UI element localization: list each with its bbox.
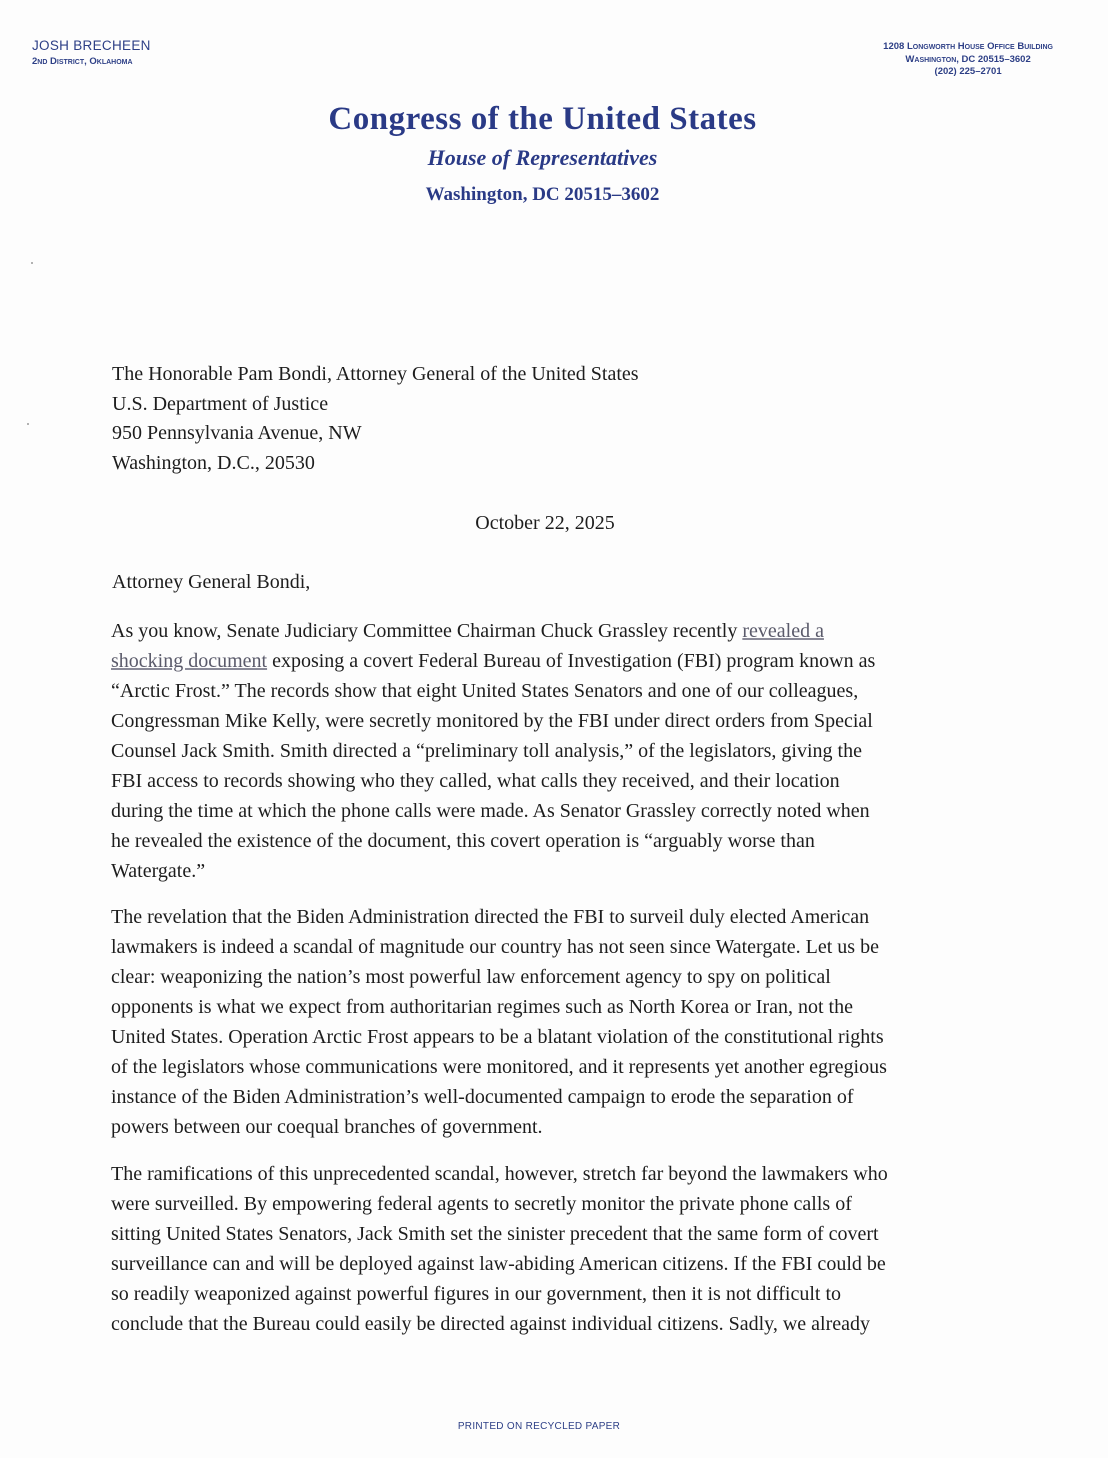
paragraph-line: were surveilled. By empowering federal agents to secretly monitor the private phone calls of: [111, 1193, 852, 1215]
revealed-document-link-continued[interactable]: shocking document: [111, 650, 268, 672]
paragraph-line: he revealed the existence of the document, this covert operation is “arguably worse than: [111, 830, 815, 852]
paragraph-line: [111, 646, 981, 676]
paragraph-line: surveillance can and will be deployed against law-abiding American citizens. If the FBI could be: [111, 1253, 886, 1275]
paragraph-line: FBI access to records showing who they called, what calls they received, and their location: [111, 770, 840, 792]
paragraph-line: Congressman Mike Kelly, were secretly monitored by the FBI under direct orders from Special: [111, 710, 873, 732]
recipient-line: 950 Pennsylvania Avenue, NW: [112, 422, 362, 444]
paragraph-3: [111, 1159, 981, 1339]
letter-date: October 22, 2025: [475, 512, 615, 534]
paragraph-2: [111, 902, 981, 1142]
paragraph-line: Watergate.”: [111, 860, 206, 882]
paragraph-line: lawmakers is indeed a scandal of magnitude our country has not seen since Watergate. Let us be: [111, 936, 879, 958]
paragraph-line: opponents is what we expect from authoritarian regimes such as North Korea or Iran, not the: [111, 996, 853, 1018]
paragraph-line: conclude that the Bureau could easily be directed against individual citizens. Sadly, we already: [111, 1313, 870, 1335]
text-run: As you know, Senate Judiciary Committee Chairman Chuck Grassley recently: [111, 620, 743, 642]
recipient-line: Washington, D.C., 20530: [112, 451, 315, 474]
recipient-line: The Honorable Pam Bondi, Attorney General of the United States: [112, 363, 639, 385]
paragraph-line: during the time at which the phone calls were made. As Senator Grassley correctly noted when: [111, 800, 870, 822]
office-address-line2: Washington, DC 20515–3602: [905, 53, 1031, 65]
paragraph-line: United States. Operation Arctic Frost appears to be a blatant violation of the constitutional rights: [111, 1026, 884, 1048]
paper-speck: [31, 262, 33, 264]
recipient-address: [112, 360, 639, 478]
office-phone: (202) 225–2701: [934, 66, 1002, 77]
paragraph-line: powers between our coequal branches of government.: [111, 1116, 543, 1138]
recipient-line: U.S. Department of Justice: [112, 392, 329, 415]
recycled-paper-footer: PRINTED ON RECYCLED PAPER: [457, 1421, 621, 1432]
paragraph-line: sitting United States Senators, Jack Smith set the sinister precedent that the same form of covert: [111, 1223, 879, 1245]
crest-congress: Congress of the United States: [328, 101, 757, 137]
member-letterhead: [32, 38, 151, 67]
office-address: [883, 41, 1053, 79]
crest-washington: Washington, DC 20515–3602: [425, 184, 660, 205]
salutation: Attorney General Bondi,: [112, 571, 311, 593]
paragraph-line: of the legislators whose communications were monitored, and it represents yet another egregious: [111, 1056, 887, 1078]
paragraph-line: The revelation that the Biden Administration directed the FBI to surveil duly elected American: [111, 906, 870, 928]
paragraph-1: [111, 616, 981, 886]
revealed-document-link[interactable]: revealed a: [742, 620, 824, 642]
crest-house: House of Representatives: [427, 145, 658, 170]
paragraph-line: “Arctic Frost.” The records show that eight United States Senators and one of our colleagues,: [111, 680, 859, 702]
paragraph-line: instance of the Biden Administration’s well-documented campaign to erode the separation of: [111, 1086, 854, 1108]
text-run: exposing a covert Federal Bureau of Investigation (FBI) program known as: [267, 650, 876, 672]
member-district: 2nd District, Oklahoma: [32, 56, 133, 67]
paragraph-line: The ramifications of this unprecedented scandal, however, stretch far beyond the lawmakers who: [111, 1163, 888, 1185]
member-name: JOSH BRECHEEN: [32, 38, 151, 53]
paragraph-line: [111, 616, 981, 646]
paragraph-line: clear: weaponizing the nation’s most powerful law enforcement agency to spy on political: [111, 966, 831, 988]
paper-speck: [27, 423, 29, 425]
office-address-line1: 1208 Longworth House Office Building: [883, 41, 1053, 52]
paragraph-line: Counsel Jack Smith. Smith directed a “preliminary toll analysis,” of the legislators, giving the: [111, 740, 862, 762]
paragraph-line: so readily weaponized against powerful figures in our government, then it is not difficult to: [111, 1283, 842, 1305]
